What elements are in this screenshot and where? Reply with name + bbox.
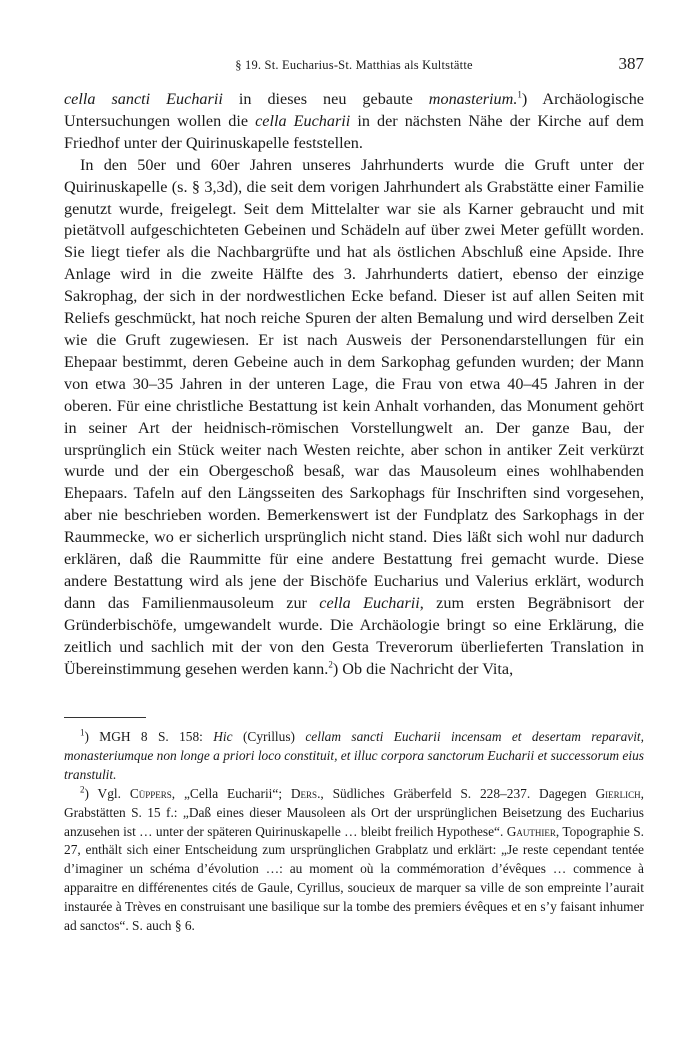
text-run: , Topographie S. 27, enthält sich einer Entscheidung zum ursprünglichen Grabplatz und erklärt: „Je reste cependant tentée d’imaginer un schéma d’évolution …: au moment où la commémoration d’évêques … commence à apparaitre en différenentes cités de Gaule, Cyrillus, soucieux de marquer sa ville de son empreinte l’aurait instaurée à Trèves en construisant une basilique sur la tombe des premiers évêques et en s’y faisant inhumer ad sanctos“. S. auch § 6. (64, 823, 645, 934)
footnote-rule (64, 717, 146, 718)
italic-text: cella sancti Eucharii (64, 90, 223, 108)
main-text (64, 89, 644, 680)
page-header (64, 54, 644, 76)
running-head: § 19. St. Eucharius-St. Matthias als Kultstätte (235, 58, 473, 72)
italic-text: cella Eucharii (255, 111, 351, 130)
footnote-marker: 2 (80, 784, 85, 795)
footnote-marker: 1 (80, 727, 85, 738)
text-run: ) Ob die Nachricht der Vita, (332, 659, 514, 678)
text-run: ) Archäologische Untersuchungen wollen die (64, 90, 644, 130)
paragraph-2 (64, 155, 644, 681)
text-run: ) MGH 8 S. 158: (84, 729, 214, 744)
footnote-1 (64, 728, 644, 785)
text-run: ) Vgl. (84, 785, 130, 801)
text-run: , zum ersten Begräbnisort der Gründerbischöfe, umgewandelt wurde. Die Archäologie bringt so eine Erklärung, die zeitlich und sachlich mit der von den Gesta Treverorum überlieferten Translation in Übereinstimmung gesehen werden kann. (64, 593, 645, 678)
author-name: Gauthier (506, 823, 556, 839)
text-run: , „Cella Eucharii“; (171, 785, 291, 801)
italic-text: cellam sancti Eucharii incensam et desertam reparavit, monasteriumque non longe a priori loco constituit, et illuc corpora sanctorum Eucharii et successorum eius transtulit. (64, 729, 644, 782)
paragraph-1 (64, 89, 644, 155)
text-run: In den 50er und 60er Jahren unseres Jahrhunderts wurde die Gruft unter der Quirinuskapelle (s. § 3,3d), die seit dem vorigen Jahrhundert als Grabstätte einer Familie genutzt wurde, freigelegt. Seit dem Mittelalter war sie als Karner gebraucht und mit pietätvoll aufgeschichteten Gebeinen und Schädeln auf über zwei Meter gefüllt worden. Sie liegt tiefer als die Nachbargrüfte und hat als östlichen Abschluß eine Apside. Ihre Anlage wird in die zweite Hälfte des 3. Jahrhunderts datiert, ebenso der einzige Sakrophag, der sich in der nordwestlichen Ecke befand. Dieser ist auf allen Seiten mit Reliefs geschmückt, hat noch reiche Spuren der alten Bemalung und wird derselben Zeit wie die Gruft zugewiesen. Er ist nach Ausweis der Personendarstellungen für ein Ehepaar bestimmt, deren Gebeine auch in dem Sarkophag gefunden wurden; der Mann von etwa 30–35 Jahren in der unteren Lage, die Frau von etwa 40–45 Jahren in der oberen. Für eine christliche Bestattung ist kein Anhalt vorhanden, das Monument gehört in seiner Art der heidnisch-römischen Vorstellungwelt an. Der ganze Bau, der ursprünglich ein Stück weiter nach Westen reichte, aber schon in antiker Zeit verkürzt wurde und der ein Obergeschoß besaß, war das Mausoleum eines wohlhabenden Ehepaars. Tafeln auf den Längsseiten des Sarkophags für Inschriften sind vorgesehen, aber nie beschrieben worden. Bemerkenswert ist der Fundplatz des Sarkophags in der Raummecke, wo er sicherlich ursprünglich nicht stand. Dies läßt sich wohl nur dadurch erklären, daß die Raummitte für eine andere Bestattung frei gemacht wurde. Diese andere Bestattung wird als jene der Bischöfe Eucharius und Valerius erklärt, wodurch dann das Familienmausoleum zur (64, 155, 644, 612)
author-name: Cüppers (129, 785, 172, 801)
footnote-ref: 2 (328, 659, 333, 670)
footnotes (64, 728, 644, 936)
text-run: , Südliches Gräberfeld S. 228–237. Dagegen (320, 785, 596, 801)
text-run: (Cyrillus) (232, 729, 306, 744)
page-number: 387 (618, 54, 644, 73)
author-name: Ders. (290, 785, 321, 801)
footnote-ref: 1 (517, 89, 522, 100)
italic-text: Hic (213, 729, 233, 744)
text-run: in der nächsten Nähe der Kirche auf dem Friedhof unter der Quirinuskapelle feststellen. (64, 111, 645, 152)
text-run: , Grabstätten S. 15 f.: „Daß eines dieser Mausoleen als Ort der ursprünglichen Beisetzung des Eucharius anzusehen ist … unter der späteren Quirinuskapelle … bleibt freilich Hypothese“. (64, 785, 644, 839)
author-name: Gierlich (595, 785, 641, 801)
italic-text: monasterium. (428, 90, 518, 108)
footnote-2 (64, 785, 644, 936)
italic-text: cella Eucharii (319, 593, 420, 612)
text-run: in dieses neu gebaute (222, 90, 429, 108)
